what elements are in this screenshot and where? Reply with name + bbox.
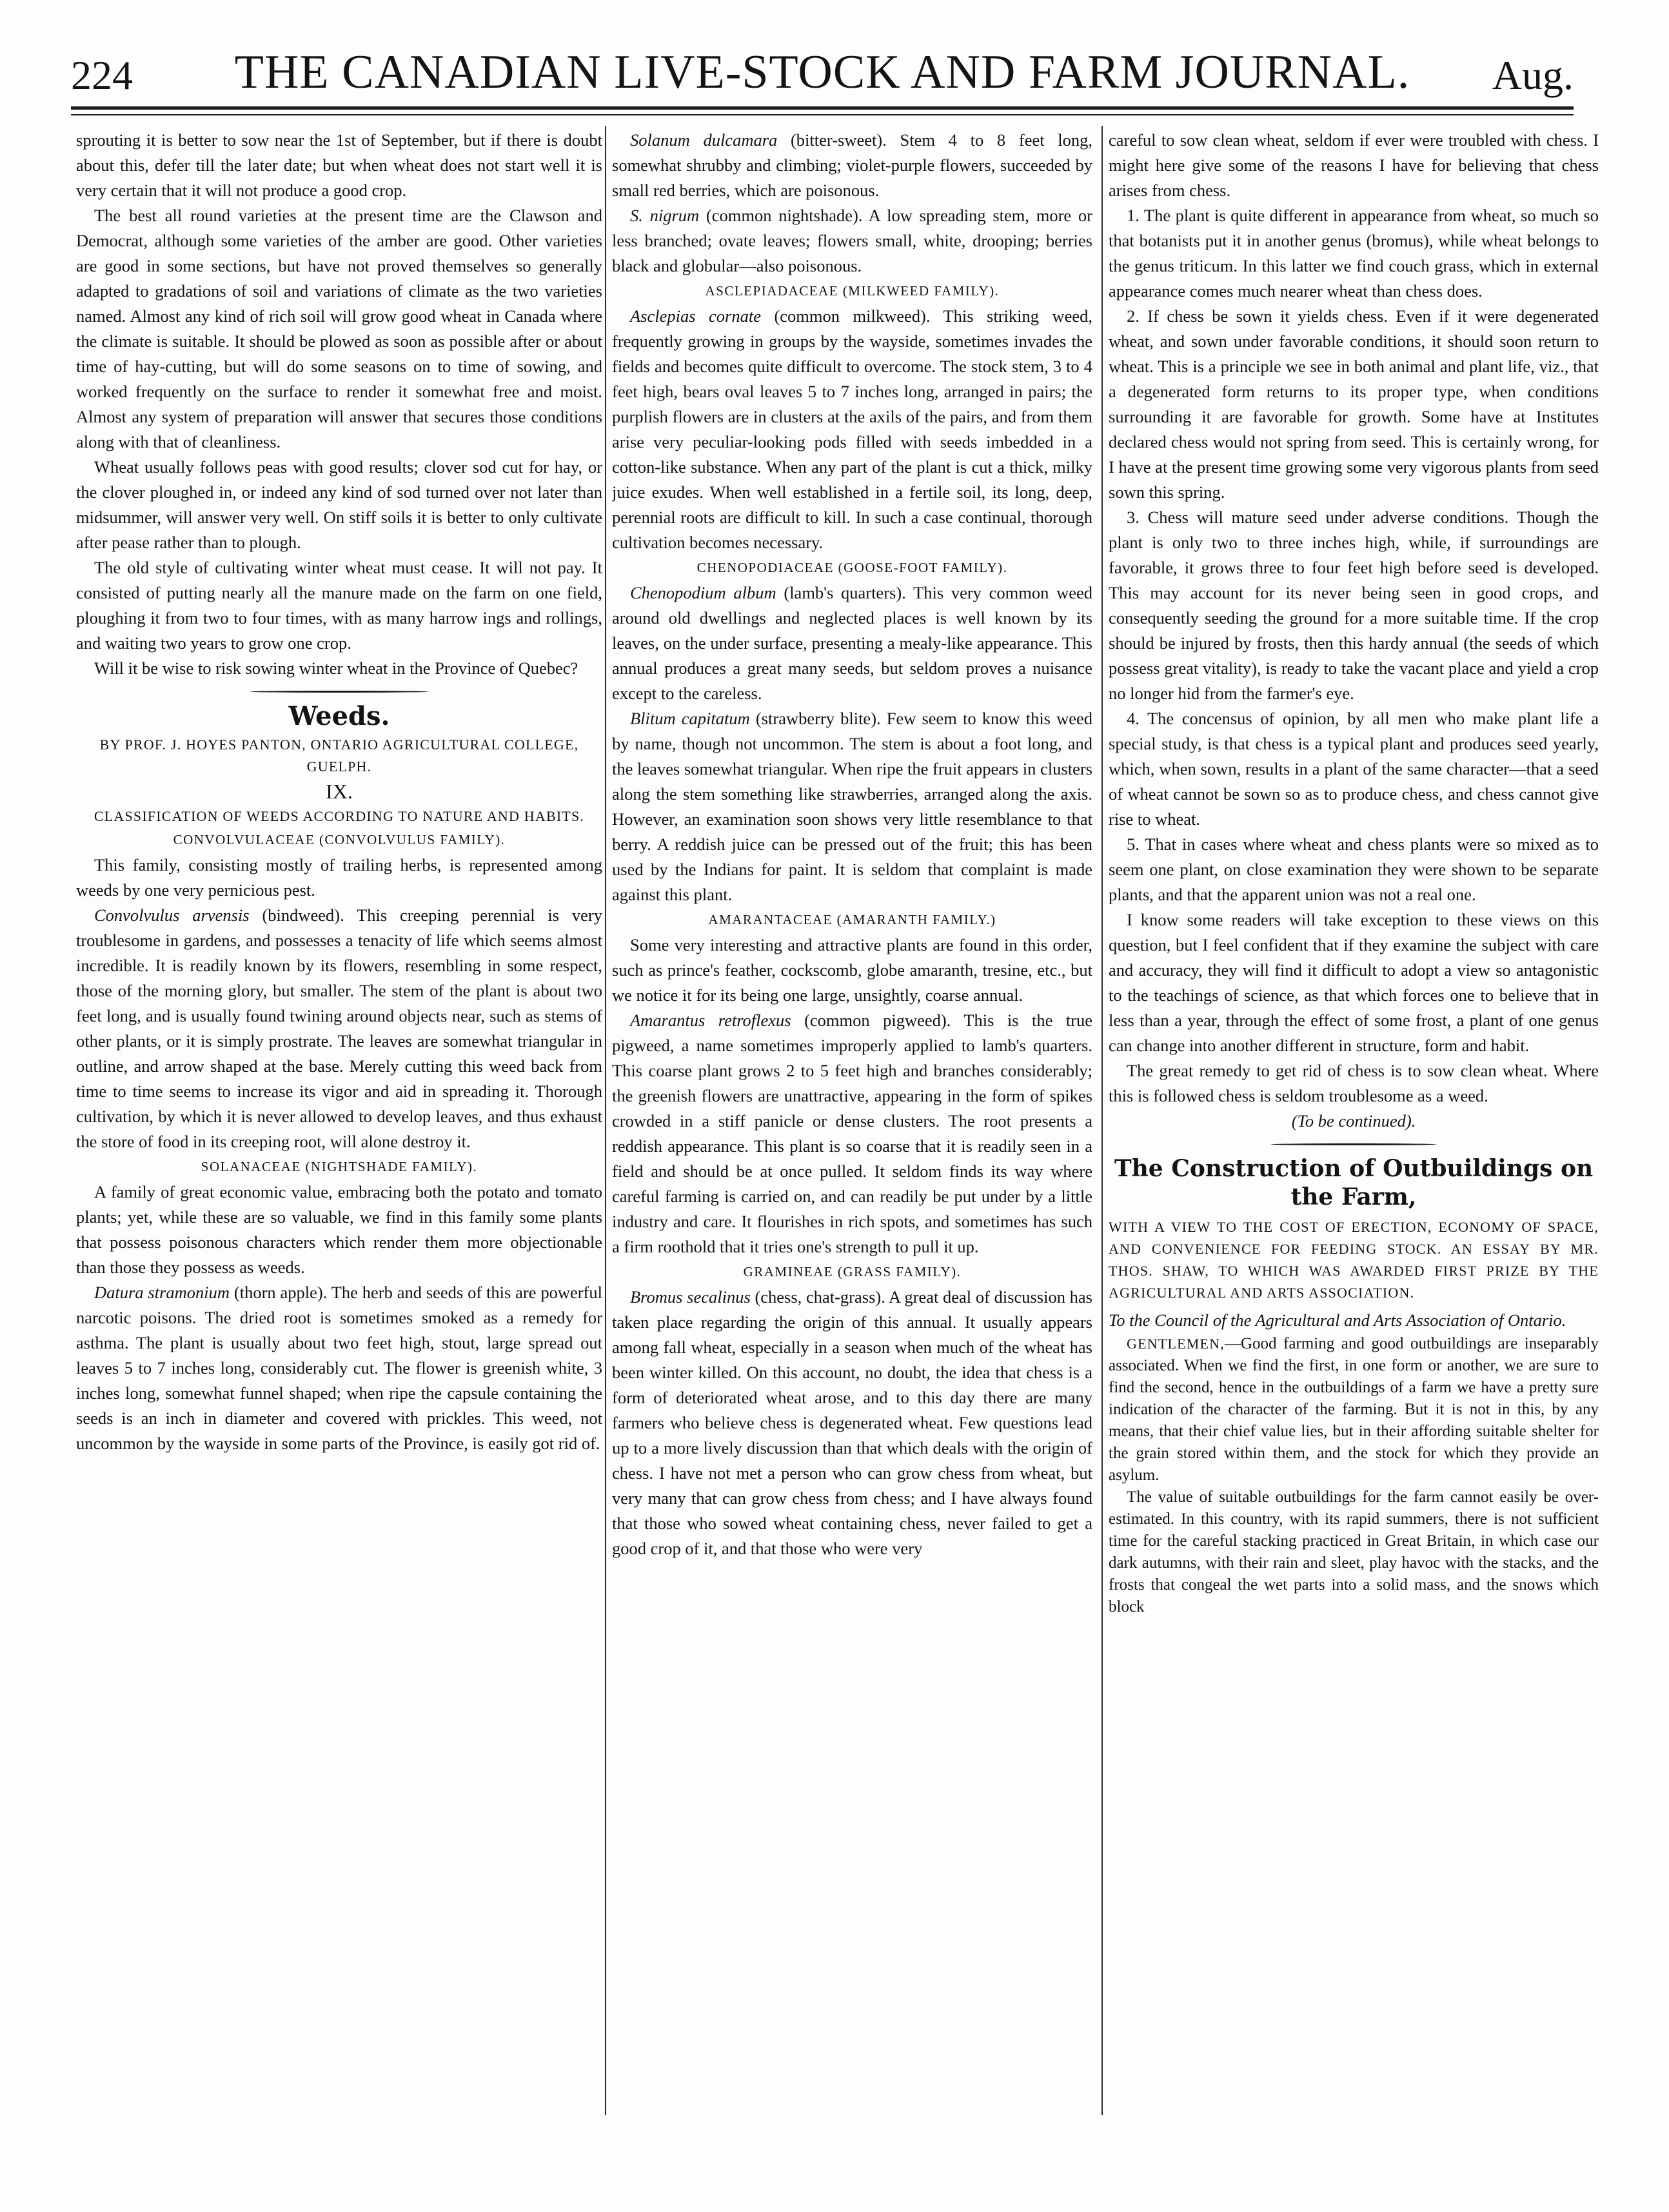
paragraph: The value of suitable outbuildings for the farm cannot easily be over-estimated. In this country, with its rapid summers, there is not sufficient time for the careful stacking practiced in Great Britain, in which case our dark autumns, with their rain and sleet, play havoc with the stacks, and the frosts that congeal the wet parts into a solid mass, and the snows which block xyxy=(1109,1488,1599,1615)
family-heading: SOLANACEAE (NIGHTSHADE FAMILY). xyxy=(201,1159,478,1174)
paragraph: A family of great economic value, embracing both the potato and tomato plants; yet, while these are so valuable, we find in this family some plants that possess poisonous characters which render them more objectionable than those they possess as weeds. xyxy=(76,1182,602,1277)
paragraph: 3. Chess will mature seed under adverse conditions. Though the plant is only two to three inches high, while, if surroundings are favorable, it grows three to four feet high before seed is developed. This may account for its never being seen in good crops, and consequently seeding the ground for a more suitable time. If the crop should be injured by frosts, then this hardy annual (the seeds of which possess great vitality), is ready to take the vacant place and yield a crop no longer hid from the farmer's eye. xyxy=(1109,508,1599,703)
page-number: 224 xyxy=(71,52,133,98)
paragraph: Will it be wise to risk sowing winter wheat in the Province of Quebec? xyxy=(94,658,578,678)
paragraph: Some very interesting and attractive plants are found in this order, such as prince's feather, cockscomb, globe amaranth, tresine, etc., but we notice it for its being one large, unsightly, coarse annual. xyxy=(612,935,1092,1005)
paragraph: 5. That in cases where wheat and chess plants were so mixed as to seem one plant, on close examination they were shown to be separate plants, and that the apparent union was not a real one. xyxy=(1109,834,1599,904)
paragraph-text: (lamb's quarters). This very common weed around old dwellings and neglected places is well known by its leaves, on the under surface, presenting a mealy-like appearance. This annual produces a great many seeds, but seldom proves a nuisance except to the careless. xyxy=(612,583,1092,703)
issue-month: Aug. xyxy=(1492,52,1574,98)
paragraph xyxy=(612,1008,1092,1259)
header-rule-thin xyxy=(71,114,1574,115)
paragraph: 1. The plant is quite different in appearance from wheat, so much so that botanists put it in another genus (bromus), while wheat belongs to the genus triticum. In this latter we find couch grass, which in external appearance comes much nearer wheat than chess does. xyxy=(1109,206,1599,301)
family-heading: GRAMINEAE (GRASS FAMILY). xyxy=(743,1264,962,1279)
family-heading: AMARANTACEAE (AMARANTH FAMILY.) xyxy=(708,912,996,927)
paragraph-text: (bindweed). This creeping perennial is very troublesome in gardens, and possesses a tenacity of life which seems almost incredible. It is readily known by its flowers, resembling in some respect, those of the morning glory, but smaller. The stem of the plant is about two feet long, and is usually found twining around objects near, such as stems of other plants, or it is simply prostrate. The leaves are somewhat triangular in outline, and arrow shaped at the base. Merely cutting this weed back from time to time seems to increase its vigor and aid in spreading it. Thorough cultivation, by which it is never allowed to develop leaves, and thus exhaust the store of food in its creeping root, will alone destroy it. xyxy=(76,905,602,1151)
continued-note: (To be continued). xyxy=(1291,1111,1416,1131)
article-title-weeds: Weeds. xyxy=(288,701,390,731)
family-heading: ASCLEPIADACEAE (MILKWEED FAMILY). xyxy=(705,283,1000,299)
paragraph-text: (common pigweed). This is the true pigweed, a name sometimes improperly applied to lamb's quarters. This coarse plant grows 2 to 5 feet high and branches considerably; the greenish flowers are unattractive, appearing in the form of spikes crowded in a stiff panicle or dense clusters. The root presents a reddish appearance. This plant is so coarse that it is readily seen in a field and should be at once pulled. It seldom finds its way where careful farming is carried on, and can readily be put under by a little industry and care. It flourishes in rich spots, and sometimes has such a firm roothold that it tries one's strength to pull it up. xyxy=(612,1011,1092,1256)
species-name: Datura stramonium xyxy=(94,1283,230,1302)
paragraph: The great remedy to get rid of chess is to sow clean wheat. Where this is followed chess is seldom troublesome as a weed. xyxy=(1109,1061,1599,1105)
column-3 xyxy=(1109,128,1599,2114)
paragraph-text: (chess, chat-grass). A great deal of discussion has taken place regarding the origin of this annual. It usually appears among fall wheat, especially in a season when much of the wheat has been winter killed. On this account, no doubt, the idea that chess is a form of deteriorated wheat arose, and to this day there are many farmers who believe chess is degenerated wheat. Few questions lead up to a more lively discussion than that which deals with the origin of chess. I have not met a person who can grow chess from wheat, but very many that can grow chess from chess; and I have always found that those who sowed wheat containing chess, never failed to get a good crop of it, and that those who were very xyxy=(612,1287,1092,1558)
article-part-number: IX. xyxy=(326,780,353,803)
species-name: Convolvulus arvensis xyxy=(94,905,250,925)
paragraph: sprouting it is better to sow near the 1st of September, but if there is doubt about this, defer till the later date; but when wheat does not start well it is very certain that it will not produce a good crop. xyxy=(76,130,602,200)
page-header xyxy=(71,40,1574,111)
paragraph xyxy=(76,1280,602,1456)
paragraph: Wheat usually follows peas with good results; clover sod cut for hay, or the clover ploughed in, or indeed any kind of sod turned over not later than midsummer, will answer very well. On stiff soils it is better to only cultivate after pease rather than to plough. xyxy=(76,457,602,552)
article-title-outbuildings: The Construction of Outbuildings on the Farm, xyxy=(1114,1155,1594,1210)
paragraph: The old style of cultivating winter wheat must cease. It will not pay. It consisted of putting nearly all the manure made on the farm on one field, ploughing it from two to four times, with as many harrow ings and rollings, and waiting two years to grow one crop. xyxy=(76,558,602,653)
paragraph-text: (common nightshade). A low spreading stem, more or less branched; ovate leaves; flowers small, white, drooping; berries black and globular—also poisonous. xyxy=(612,206,1092,275)
species-name: Asclepias cornate xyxy=(630,306,761,326)
paragraph: careful to sow clean wheat, seldom if ever were troubled with chess. I might here give some of the reasons I have for believing that chess arises from chess. xyxy=(1109,130,1599,200)
species-name: Blitum capitatum xyxy=(630,709,750,728)
salutation: GENTLEMEN, xyxy=(1127,1336,1225,1352)
paragraph xyxy=(612,580,1092,706)
column-1 xyxy=(76,128,602,2114)
paragraph xyxy=(612,203,1092,279)
paragraph xyxy=(612,706,1092,907)
header-rule-thick xyxy=(71,106,1574,110)
section-divider xyxy=(1109,1139,1599,1149)
paragraph-text: (thorn apple). The herb and seeds of this are powerful narcotic poisons. The dried root is sometimes smoked as a remedy for asthma. The plant is usually about two feet high, stout, large spread out leaves 5 to 7 inches long, considerably cut. The flower is greenish white, 3 inches long, somewhat funnel shaped; when ripe the capsule containing the seeds is an inch in diameter and covered with prickles. This weed, not uncommon by the wayside in some parts of the Province, is easily got rid of. xyxy=(76,1283,602,1453)
species-name: Amarantus retroflexus xyxy=(630,1011,791,1030)
paragraph-text: —Good farming and good outbuildings are inseparably associated. When we find the first, in one form or another, we are sure to find the second, hence in the outbuildings of a farm we have a pretty sure indication of the character of the farming. But it is not in this, by any means, that their chief value lies, but in their affording suitable shelter for the grain stored within them, and the stock for which they provide an asylum. xyxy=(1109,1335,1599,1484)
paragraph xyxy=(612,1285,1092,1561)
family-heading: CHENOPODIACEAE (GOOSE-FOOT FAMILY). xyxy=(696,560,1008,575)
paragraph xyxy=(1109,1333,1599,1486)
paragraph xyxy=(612,128,1092,203)
family-heading: CONVOLVULACEAE (CONVOLVULUS FAMILY). xyxy=(173,832,506,847)
paragraph: This family, consisting mostly of trailing herbs, is represented among weeds by one very pernicious pest. xyxy=(76,855,602,900)
column-divider xyxy=(605,126,606,2115)
article-subtitle: WITH A VIEW TO THE COST OF ERECTION, ECONOMY OF SPACE, AND CONVENIENCE FOR FEEDING STOCK. AN ESSAY BY MR. THOS. SHAW, TO WHICH WAS AWARDED FIRST PRIZE BY THE AGRICULTURAL AND ARTS ASSOCIATION. xyxy=(1109,1219,1599,1301)
section-divider xyxy=(76,686,602,696)
paragraph: 2. If chess be sown it yields chess. Even if it were degenerated wheat, and sown under favorable conditions, it should soon return to wheat. This is a principle we see in both animal and plant life, viz., that a degenerated form returns to its proper type, when conditions surrounding it are favorable for growth. Some have at Institutes declared chess would not spring from seed. This is certainly wrong, for I have at the present time growing some very vigorous plants from seed sown this spring. xyxy=(1109,306,1599,502)
species-name: Bromus secalinus xyxy=(630,1287,751,1307)
species-name: Solanum dulcamara xyxy=(630,130,778,150)
paragraph-text: (bitter-sweet). Stem 4 to 8 feet long, somewhat shrubby and climbing; violet-purple flowers, succeeded by small red berries, which are poisonous. xyxy=(612,130,1092,200)
paragraph: I know some readers will take exception to these views on this question, but I feel confident that if they examine the subject with care and accuracy, they will find it difficult to adopt a view so antagonistic to the teachings of science, as that which forces one to believe that in less than a year, through the effect of some frost, a plant of one genus can change into another different in structure, form and habit. xyxy=(1109,910,1599,1055)
journal-title: THE CANADIAN LIVE-STOCK AND FARM JOURNAL. xyxy=(234,46,1410,99)
paragraph xyxy=(612,304,1092,555)
column-2 xyxy=(612,128,1092,2114)
column-divider xyxy=(1101,126,1103,2115)
article-byline: BY PROF. J. HOYES PANTON, ONTARIO AGRICULTURAL COLLEGE, GUELPH. xyxy=(99,736,579,775)
salutation-address: To the Council of the Agricultural and Arts Association of Ontario. xyxy=(1109,1310,1566,1330)
species-name: S. nigrum xyxy=(630,206,700,225)
paragraph: 4. The concensus of opinion, by all men who make plant life a special study, is that chess is a typical plant and produces seed yearly, which, when sown, results in a plant of the same character—that a seed of wheat cannot be sown so as to produce chess, and chess cannot give rise to wheat. xyxy=(1109,709,1599,829)
species-name: Chenopodium album xyxy=(630,583,776,602)
paragraph xyxy=(76,903,602,1154)
paragraph: The best all round varieties at the present time are the Clawson and Democrat, although some varieties of the amber are good. Other varieties are good in some sections, but have not proved themselves so generally adapted to gradations of soil and variations of climate as the two varieties named. Almost any kind of rich soil will grow good wheat in Canada where the climate is suitable. It should be plowed as soon as possible after or about time of hay-cutting, but will do some seasons on to time of sowing, and worked frequently on the surface to render it somewhat free and moist. Almost any system of preparation will answer that secures those conditions along with that of cleanliness. xyxy=(76,206,602,451)
paragraph-text: (strawberry blite). Few seem to know this weed by name, though not uncommon. The stem is about a foot long, and the leaves somewhat triangular. When ripe the fruit appears in clusters along the stem something like strawberries, arranged along the axis. However, an examination soon shows very little resemblance to that berry. A reddish juice can be pressed out of the fruit; this has been used by the Indians for paint. It is seldom that complaint is made against this plant. xyxy=(612,709,1092,904)
article-subtitle: CLASSIFICATION OF WEEDS ACCORDING TO NATURE AND HABITS. xyxy=(94,808,585,824)
paragraph-text: (common milkweed). This striking weed, frequently growing in groups by the wayside, sometimes invades the fields and becomes quite difficult to overcome. The stock stem, 3 to 4 feet high, bears oval leaves 5 to 7 inches long, arranged in pairs; the purplish flowers are in clusters at the axils of the pairs, and from them arise very peculiar-looking pods filled with seeds imbedded in a cotton-like substance. When any part of the plant is cut a thick, milky juice exudes. When well established in a fertile soil, its long, deep, perennial roots are difficult to kill. In such a case continual, thorough cultivation becomes necessary. xyxy=(612,306,1092,552)
